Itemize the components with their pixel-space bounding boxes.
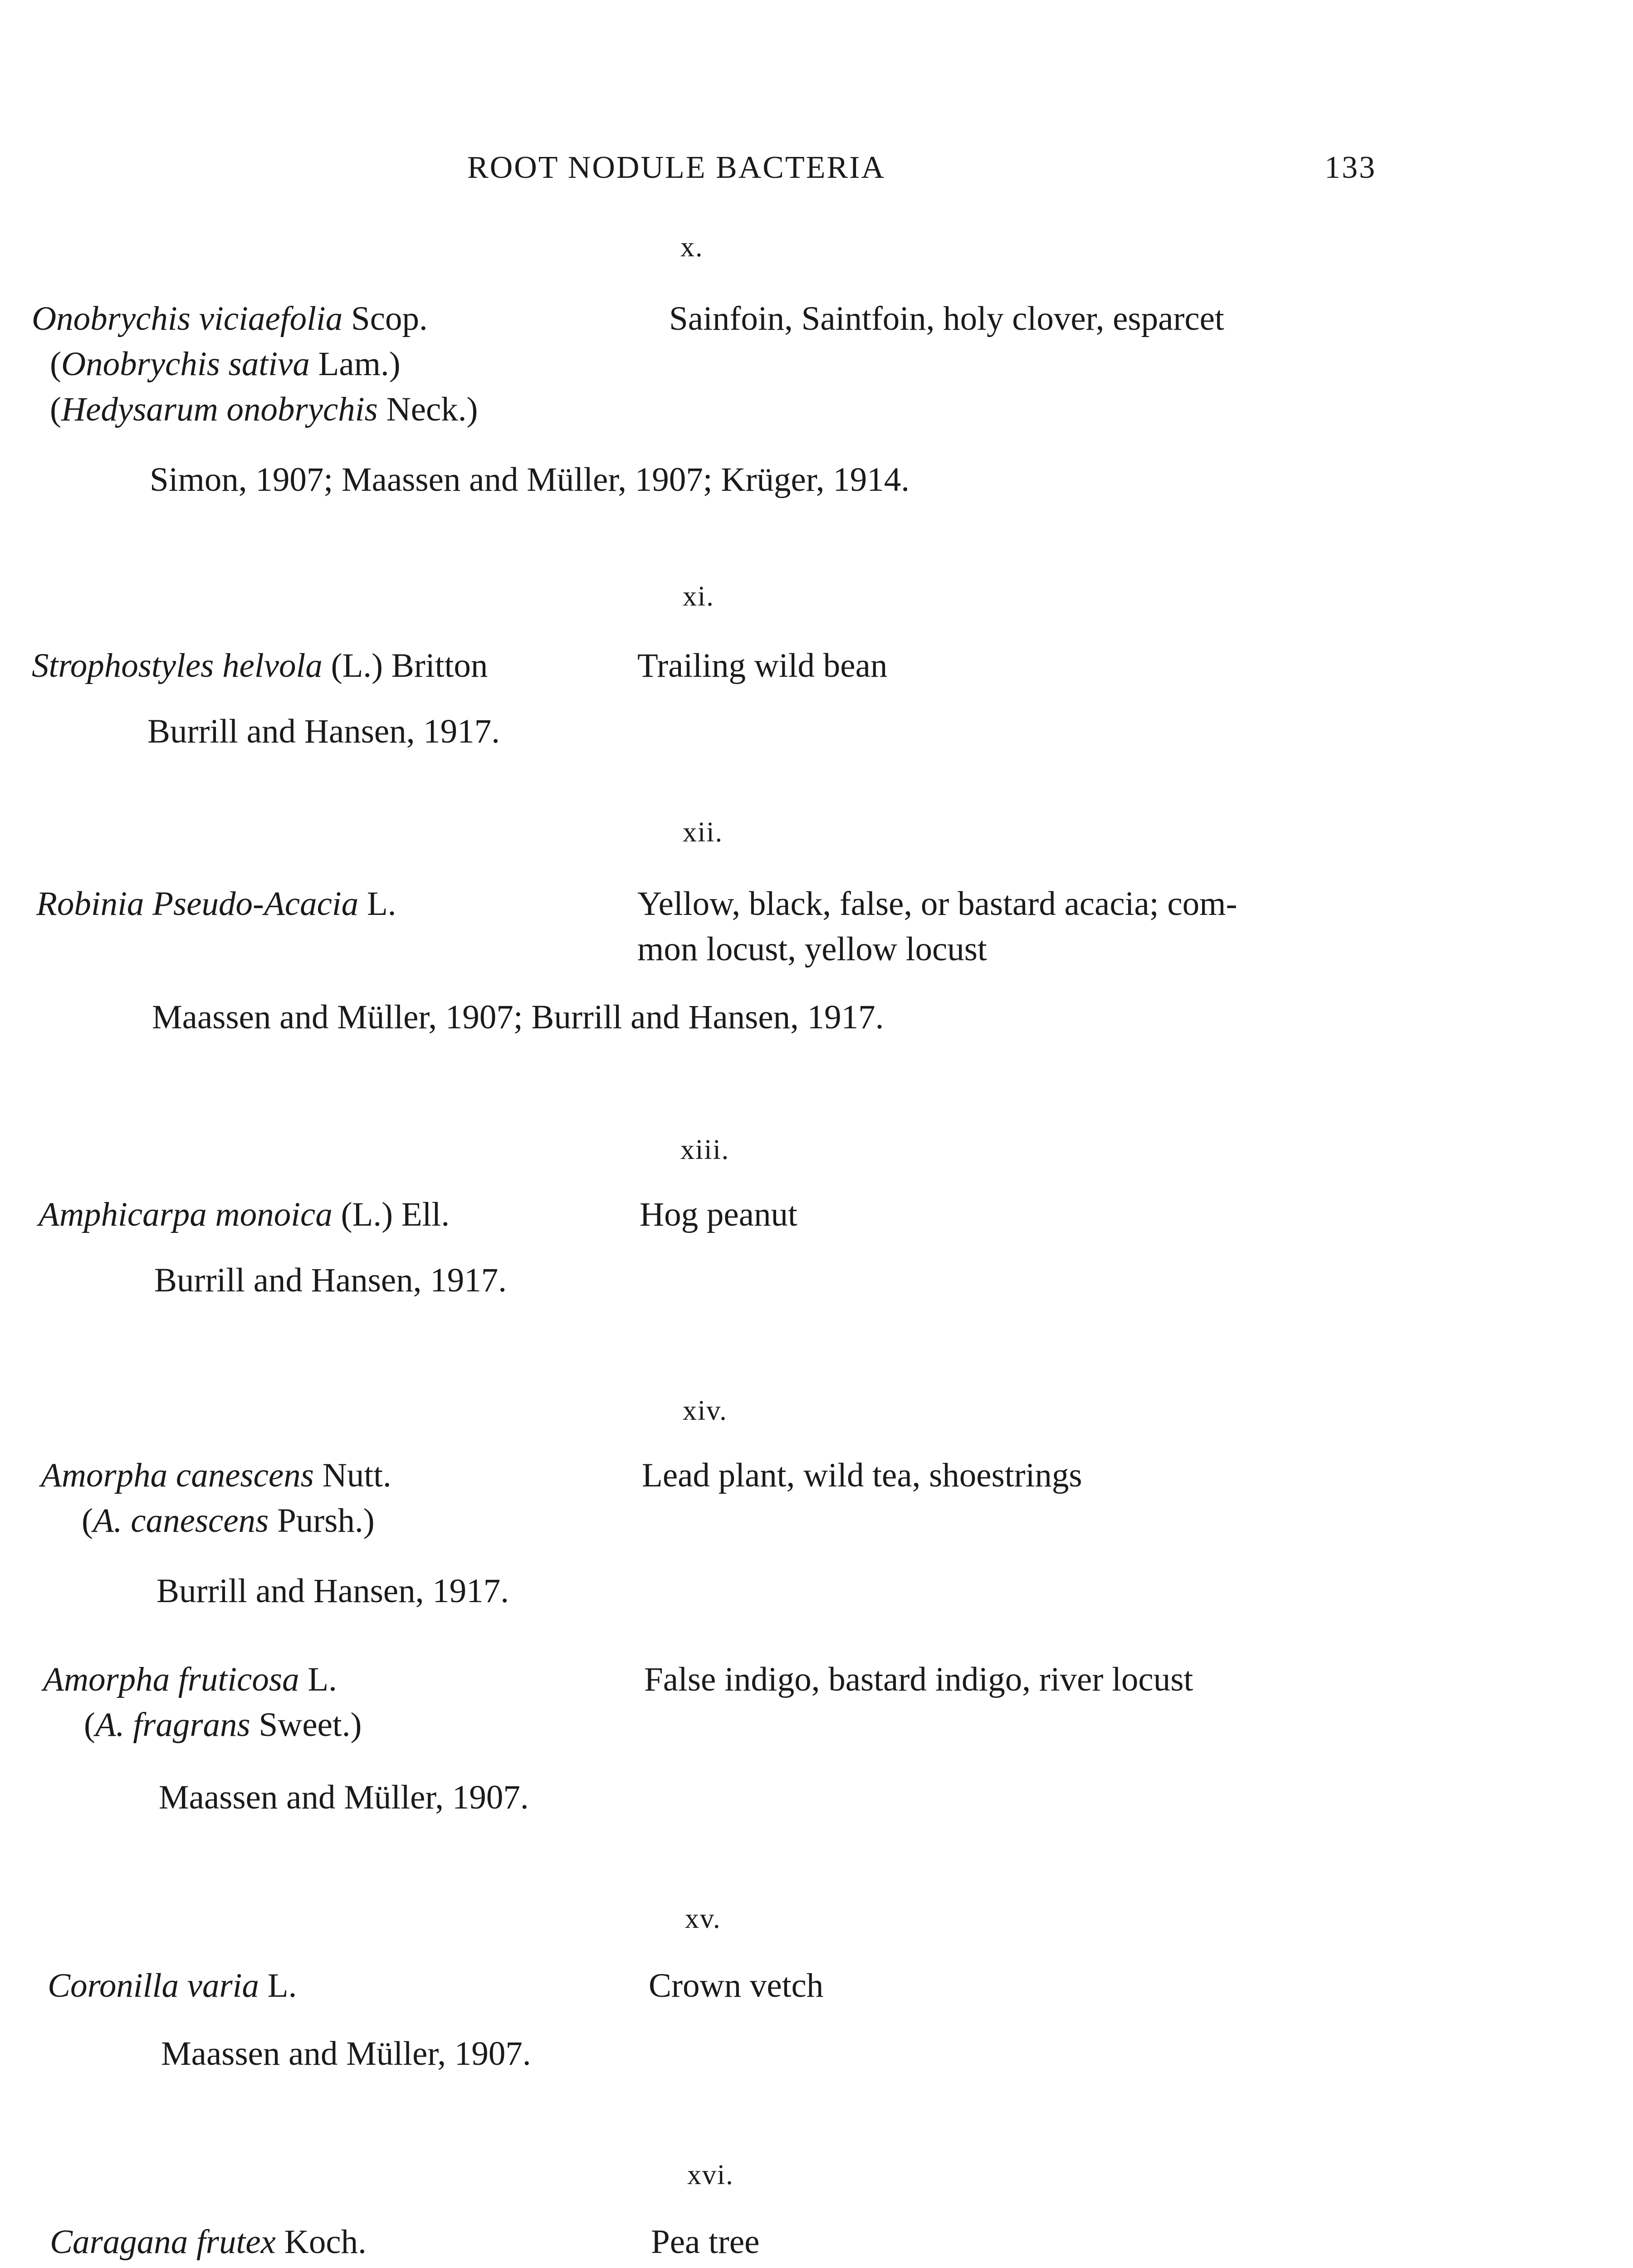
authority: L. (259, 1967, 297, 2004)
common-name: Yellow, black, false, or bastard acacia; com- (637, 885, 1237, 923)
common-name: Trailing wild bean (637, 647, 888, 684)
section-numeral: xii. (683, 817, 723, 848)
common-name: Lead plant, wild tea, shoestrings (642, 1457, 1082, 1494)
common-name: False indigo, bastard indigo, river locust (644, 1661, 1193, 1698)
authority: L. (299, 1661, 337, 1698)
authority: Neck.) (377, 391, 478, 428)
reference: Burrill and Hansen, 1917. (147, 713, 500, 750)
authority: L. (358, 885, 396, 923)
species-name (43, 1658, 337, 1701)
species-name (32, 297, 428, 341)
synonym (91, 2266, 355, 2268)
reference: Simon, 1907; Maassen and Müller, 1907; Krüger, 1914. (150, 461, 910, 499)
reference: Maassen and Müller, 1907. (159, 1779, 529, 1816)
authority: Nutt. (313, 1457, 391, 1494)
species-name (39, 1193, 450, 1237)
authority: (L.) Ell. (332, 1196, 450, 1233)
common-name: Sainfoin, Saintfoin, holy clover, esparcet (669, 300, 1224, 337)
section-numeral: xiv. (683, 1395, 728, 1426)
synonym (50, 388, 478, 431)
taxon-name: A. fragrans (95, 1706, 250, 1744)
synonym (50, 342, 401, 386)
reference: Maassen and Müller, 1907. (161, 2035, 531, 2072)
reference: Burrill and Hansen, 1917. (154, 1261, 507, 1299)
taxon-name: Strophostyles helvola (32, 647, 323, 684)
common-name: Hog peanut (640, 1196, 797, 1233)
authority: Sweet.) (250, 1706, 362, 1744)
species-name (36, 882, 396, 926)
taxon-name: Robinia Pseudo-Acacia (36, 885, 359, 923)
page-number: 133 (1325, 150, 1376, 185)
taxon-name: Onobrychis sativa (61, 345, 310, 383)
authority: Scop. (342, 300, 428, 337)
section-numeral: xiii. (680, 1134, 730, 1165)
authority: Lam.) (309, 345, 401, 383)
taxon-name: Hedysarum onobrychis (61, 391, 378, 428)
authority: Pursh.) (269, 1502, 375, 1540)
section-numeral: xvi. (687, 2160, 734, 2190)
synonym (82, 1499, 375, 1543)
taxon-name: Amphicarpa monoica (39, 1196, 332, 1233)
taxon-name: A. canescens (93, 1502, 269, 1540)
section-numeral: x. (680, 232, 704, 263)
species-name (41, 1454, 391, 1497)
common-name: Crown vetch (649, 1967, 824, 2004)
authority: (L.) Britton (322, 647, 488, 684)
taxon-name: Amorpha fruticosa (43, 1661, 299, 1698)
authority: ( (82, 1502, 93, 1540)
species-name (50, 2220, 367, 2264)
species-name (48, 1964, 297, 2008)
running-head: ROOT NODULE BACTERIA (467, 150, 886, 185)
species-name (32, 644, 488, 688)
section-numeral: xv. (685, 1903, 721, 1934)
taxon-name: Onobrychis viciaefolia (32, 300, 343, 337)
authority: ( (84, 1706, 95, 1744)
taxon-name: Amorpha canescens (41, 1457, 314, 1494)
common-name: Pea tree (651, 2223, 760, 2261)
authority: ( (50, 345, 61, 383)
taxon-name: Coronilla varia (48, 1967, 259, 2004)
taxon-name: Caragana frutex (50, 2223, 276, 2261)
section-numeral: xi. (683, 581, 714, 612)
authority: Koch. (275, 2223, 367, 2261)
synonym (84, 1703, 362, 1747)
common-name: mon locust, yellow locust (637, 930, 987, 968)
reference: Burrill and Hansen, 1917. (156, 1572, 509, 1610)
reference: Maassen and Müller, 1907; Burrill and Hansen, 1917. (152, 998, 884, 1036)
authority: ( (50, 391, 61, 428)
